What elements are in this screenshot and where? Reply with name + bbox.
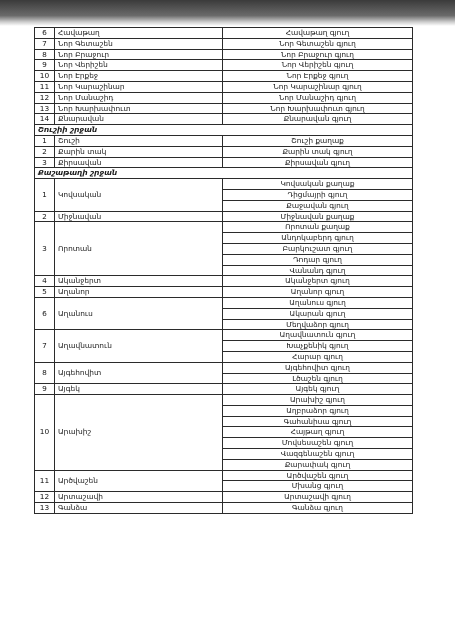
settlement-name: Լծաշեն գյուղ [223, 373, 413, 384]
settlement-name: Մովսեսաշեն գյուղ [223, 438, 413, 449]
settlement-name: Որոտան քաղաք [223, 222, 413, 233]
row-number: 3 [35, 157, 55, 168]
settlement-name: Հայթաղ գյուղ [223, 427, 413, 438]
community-name: Արտաշավի [55, 492, 223, 503]
community-name: Արծվաշեն [55, 470, 223, 492]
row-number: 7 [35, 38, 55, 49]
table-row [35, 276, 413, 287]
row-number: 9 [35, 60, 55, 71]
table-row [35, 157, 413, 168]
row-number: 14 [35, 114, 55, 125]
settlement-name: Նոր Վերիշեն գյուղ [223, 60, 413, 71]
community-name: Ականջերտ [55, 276, 223, 287]
settlement-name: Հարար գյուղ [223, 351, 413, 362]
settlement-name: Շուշի քաղաք [223, 135, 413, 146]
settlement-name: Դիցմայրի գյուղ [223, 189, 413, 200]
window-top-bar [0, 0, 455, 26]
community-name: Նոր Մանաշիդ [55, 92, 223, 103]
section-title: Շուշիի շրջան [35, 125, 413, 136]
table-row [35, 179, 413, 190]
table-row [35, 287, 413, 298]
row-number: 5 [35, 287, 55, 298]
settlement-name: Քաջավան գյուղ [223, 200, 413, 211]
community-name: Նոր Կարաշինար [55, 81, 223, 92]
section-title: Քաշաթաղի շրջան [35, 168, 413, 179]
settlement-name: Աղանոր գյուղ [223, 287, 413, 298]
row-number: 8 [35, 49, 55, 60]
community-name: Նոր Էրքեջ [55, 71, 223, 82]
table-row [35, 71, 413, 82]
settlement-name: Քարափակ գյուղ [223, 459, 413, 470]
row-number: 12 [35, 492, 55, 503]
table-row [35, 222, 413, 233]
community-name: Նոր Խարխափուտ [55, 103, 223, 114]
settlement-name: Վազգենաշեն գյուղ [223, 449, 413, 460]
community-name: Գանձա [55, 503, 223, 514]
settlement-name: Աղբրաձոր գյուղ [223, 405, 413, 416]
community-name: Որոտան [55, 222, 223, 276]
row-number: 8 [35, 362, 55, 384]
settlement-name: Արտաշավի գյուղ [223, 492, 413, 503]
settlement-name: Նոր Մանաշիդ գյուղ [223, 92, 413, 103]
row-number: 6 [35, 28, 55, 39]
row-number: 2 [35, 146, 55, 157]
table-body [35, 28, 413, 514]
settlement-name: Նոր Բրաջուր գյուղ [223, 49, 413, 60]
settlement-name: Ակարան գյուղ [223, 308, 413, 319]
table-row [35, 135, 413, 146]
table-row [35, 470, 413, 481]
row-number: 13 [35, 503, 55, 514]
settlement-name: Այգեհովիտ գյուղ [223, 362, 413, 373]
settlement-name: Մխանց գյուղ [223, 481, 413, 492]
row-number: 13 [35, 103, 55, 114]
community-name: Շուշի [55, 135, 223, 146]
row-number: 1 [35, 179, 55, 211]
community-name: Աղանոր [55, 287, 223, 298]
row-number: 7 [35, 330, 55, 362]
settlement-name: Նոր Կարաշինար գյուղ [223, 81, 413, 92]
community-name: Նոր Գետաշեն [55, 38, 223, 49]
community-name: Արախիշ [55, 395, 223, 471]
table-row [35, 38, 413, 49]
table-row [35, 211, 413, 222]
community-name: Նոր Վերիշեն [55, 60, 223, 71]
community-name: Քնարավան [55, 114, 223, 125]
community-name: Քիրսավան [55, 157, 223, 168]
table-row [35, 81, 413, 92]
row-number: 10 [35, 395, 55, 471]
settlement-name: Քնարավան գյուղ [223, 114, 413, 125]
settlement-name: Աղանուս գյուղ [223, 297, 413, 308]
settlement-name: Քիրսավան գյուղ [223, 157, 413, 168]
settlement-name: Վանանդ գյուղ [223, 265, 413, 276]
table-row [35, 146, 413, 157]
community-name: Այգեհովիտ [55, 362, 223, 384]
row-number: 4 [35, 276, 55, 287]
section-row [35, 168, 413, 179]
table-row [35, 503, 413, 514]
community-name: Աղանուս [55, 297, 223, 329]
table-row [35, 492, 413, 503]
settlement-name: Խաչքենիկ գյուղ [223, 341, 413, 352]
settlement-name: Ականջերտ գյուղ [223, 276, 413, 287]
settlement-name: Բարկուշատ գյուղ [223, 243, 413, 254]
settlement-name: Քարին տակ գյուղ [223, 146, 413, 157]
row-number: 3 [35, 222, 55, 276]
settlement-name: Կովսական քաղաք [223, 179, 413, 190]
community-name: Նոր Բրաջուր [55, 49, 223, 60]
row-number: 11 [35, 470, 55, 492]
community-name: Հավաթաղ [55, 28, 223, 39]
table-row [35, 60, 413, 71]
table-row [35, 330, 413, 341]
community-name: Աղավնատուն [55, 330, 223, 362]
communities-table [34, 27, 413, 514]
row-number: 9 [35, 384, 55, 395]
row-number: 11 [35, 81, 55, 92]
table-row [35, 297, 413, 308]
section-row [35, 125, 413, 136]
settlement-name: Անդոկաբերդ գյուղ [223, 233, 413, 244]
community-name: Քարին տակ [55, 146, 223, 157]
table-row [35, 362, 413, 373]
settlement-name: Նոր Էրքեջ գյուղ [223, 71, 413, 82]
settlement-name: Գանձա գյուղ [223, 503, 413, 514]
settlement-name: Աղավնատուն գյուղ [223, 330, 413, 341]
settlement-name: Արծվաշեն գյուղ [223, 470, 413, 481]
community-name: Կովսական [55, 179, 223, 211]
table-row [35, 384, 413, 395]
settlement-name: Գահանիսա գյուղ [223, 416, 413, 427]
table-row [35, 114, 413, 125]
settlement-name: Հավաթաղ գյուղ [223, 28, 413, 39]
settlement-name: Նոր Խարխափուտ գյուղ [223, 103, 413, 114]
settlement-name: Դոդար գյուղ [223, 254, 413, 265]
community-name: Այգեկ [55, 384, 223, 395]
settlement-name: Այգեկ գյուղ [223, 384, 413, 395]
settlement-name: Միջնավան քաղաք [223, 211, 413, 222]
row-number: 12 [35, 92, 55, 103]
table-row [35, 395, 413, 406]
row-number: 10 [35, 71, 55, 82]
row-number: 2 [35, 211, 55, 222]
table-row [35, 28, 413, 39]
settlement-name: Արախիշ գյուղ [223, 395, 413, 406]
settlement-name: Մեղվաձոր գյուղ [223, 319, 413, 330]
settlement-name: Նոր Գետաշեն գյուղ [223, 38, 413, 49]
table-row [35, 103, 413, 114]
row-number: 6 [35, 297, 55, 329]
table-row [35, 92, 413, 103]
table-row [35, 49, 413, 60]
community-name: Միջնավան [55, 211, 223, 222]
row-number: 1 [35, 135, 55, 146]
